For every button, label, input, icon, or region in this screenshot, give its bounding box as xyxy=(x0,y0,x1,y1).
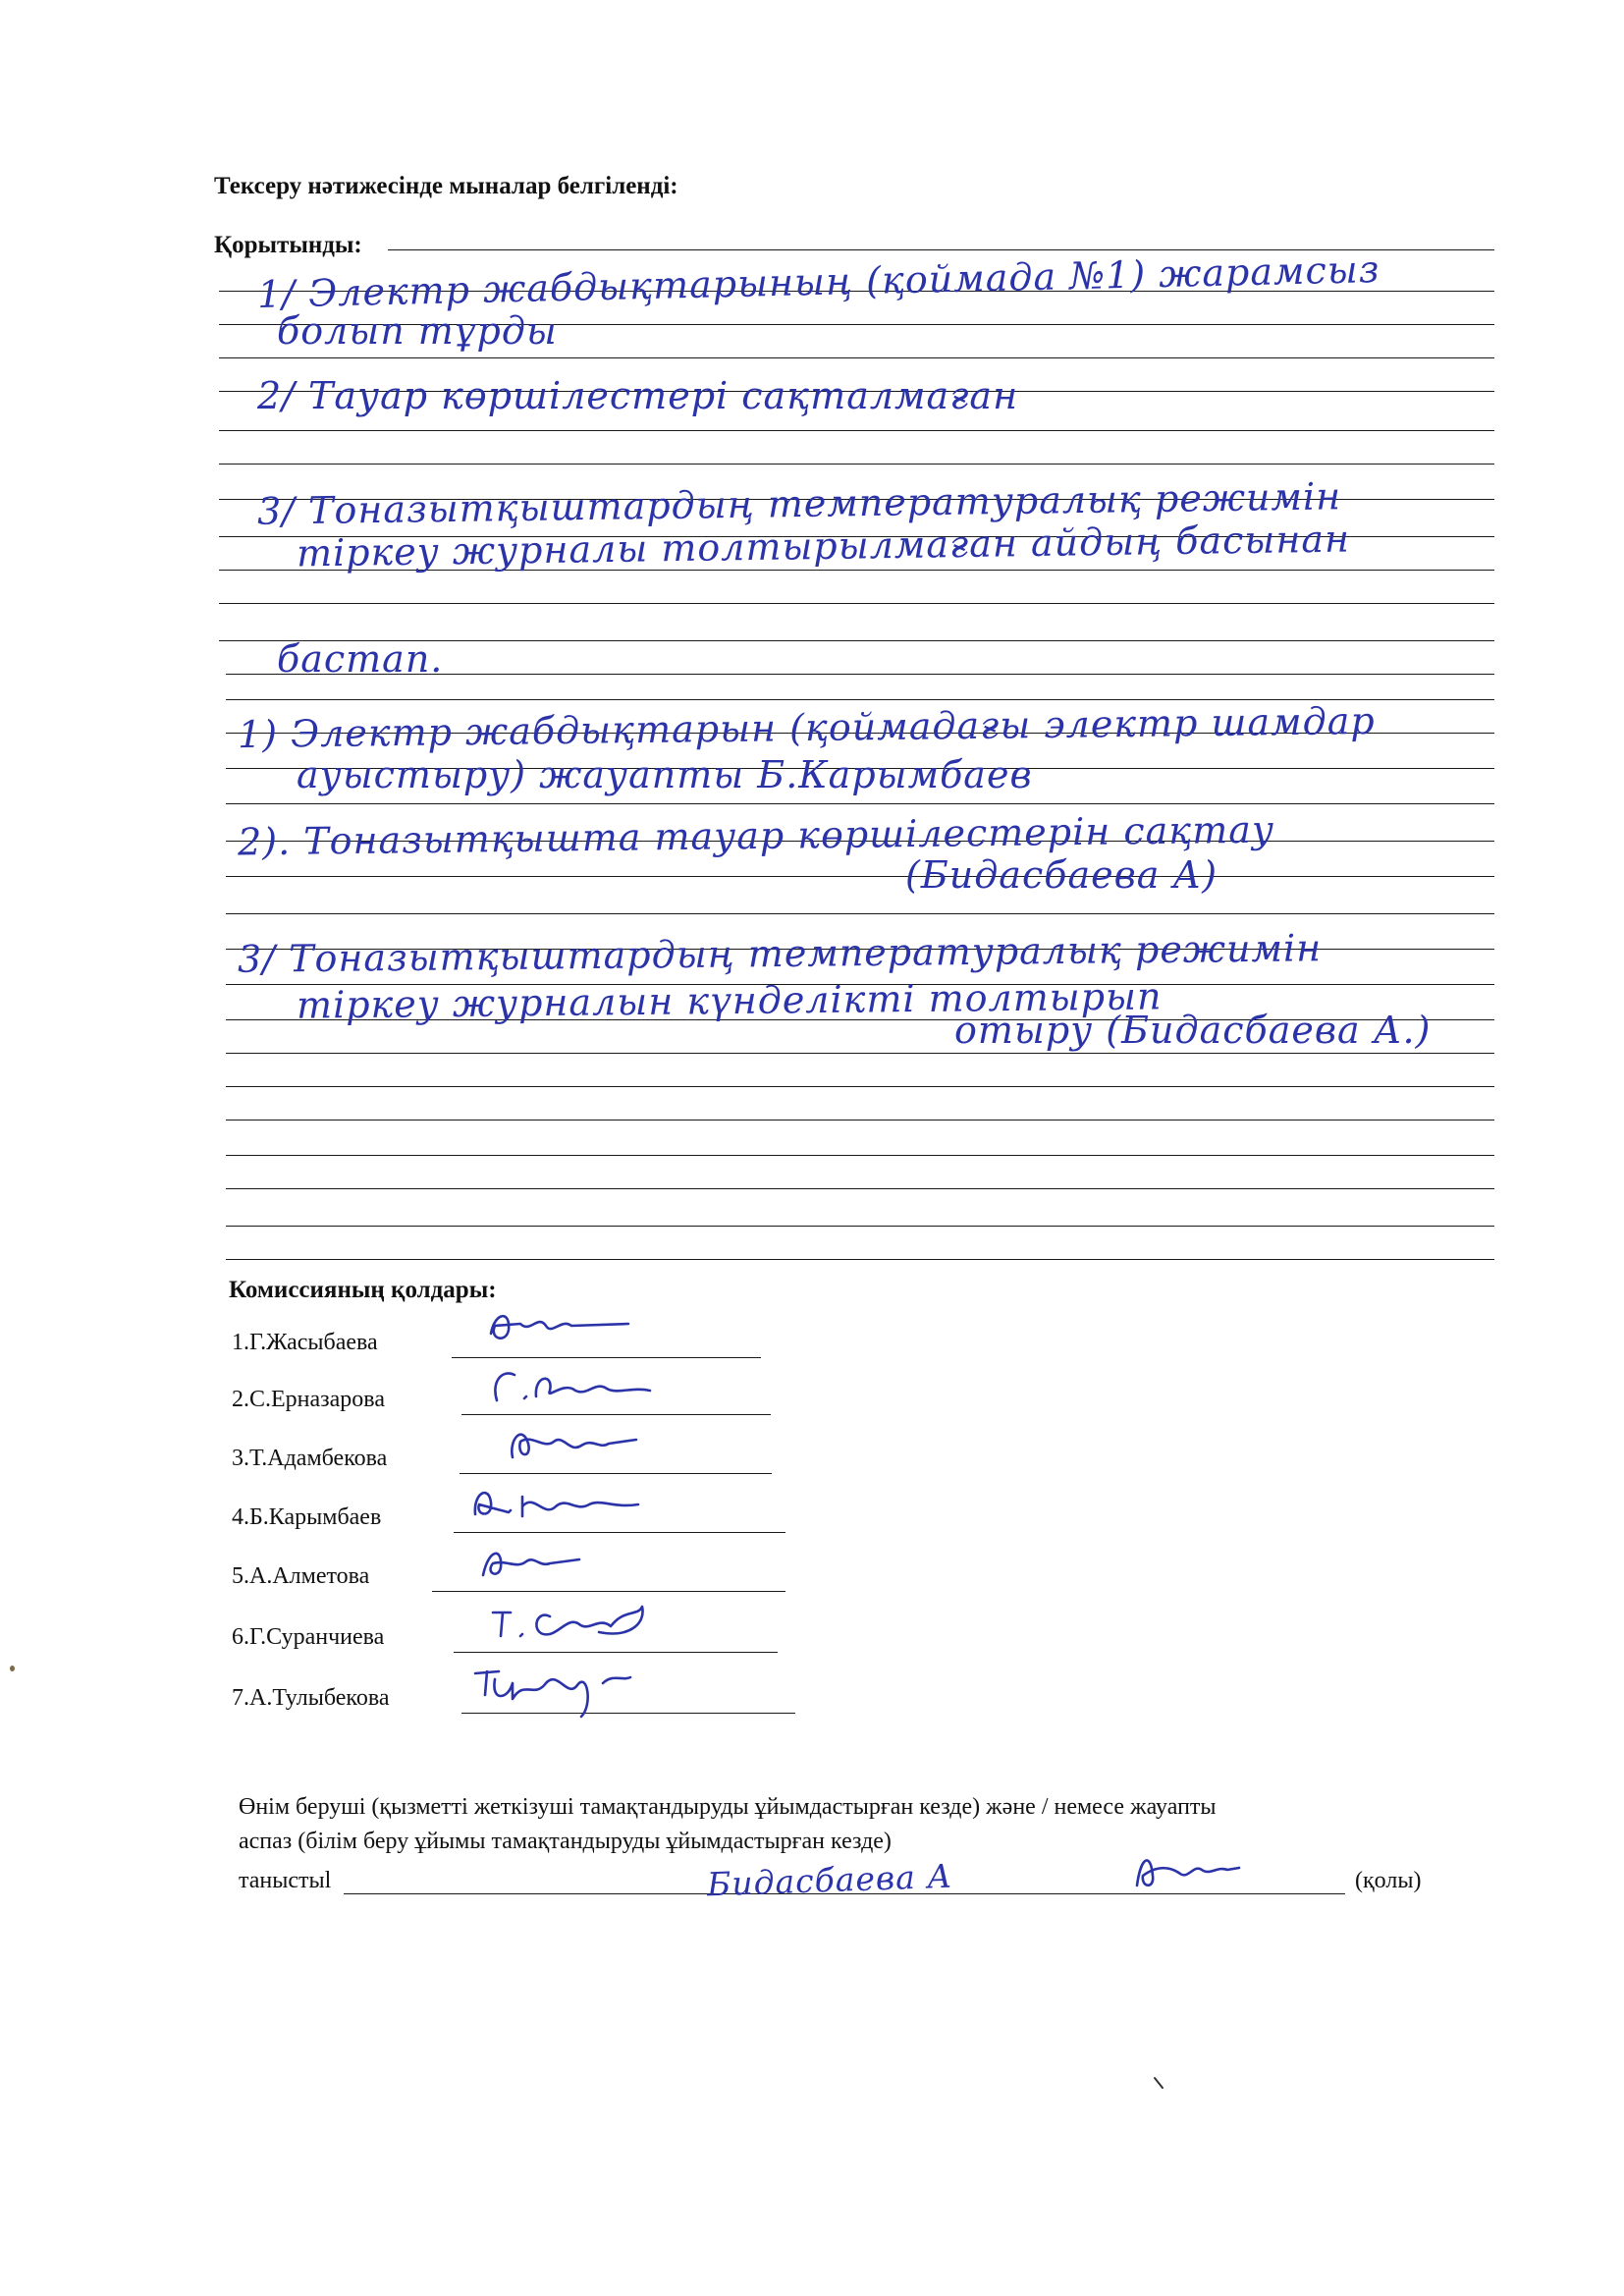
ruled-line xyxy=(219,464,1494,465)
footer-text-line-2: аспаз (білім беру ұйымы тамақтандыруды ұйымдастырған кезде) xyxy=(239,1829,892,1854)
ruled-line xyxy=(219,430,1494,431)
signature-almetova-icon xyxy=(471,1538,658,1607)
finding-line-1: 1/ Электр жабдықтарының (қоймада №1) жарамсыз xyxy=(256,247,1380,316)
signature-label: (қолы) xyxy=(1355,1868,1422,1893)
finding-line-4: 3/ Тоназытқыштардың температуралық режимін xyxy=(256,474,1342,533)
ruled-line xyxy=(226,1053,1494,1054)
member-name-1: 1.Г.Жасыбаева xyxy=(232,1330,378,1355)
member-name-6: 6.Г.Суранчиева xyxy=(232,1624,385,1650)
member-name-3: 3.Т.Адамбекова xyxy=(232,1446,388,1471)
signature-suranchiyeva-icon xyxy=(481,1599,668,1667)
acquainted-name: Бидасбаева А xyxy=(706,1856,953,1904)
finding-line-13: отыру (Бидасбаева А.) xyxy=(954,1009,1432,1052)
ruled-line xyxy=(226,913,1494,914)
finding-line-5: тіркеу журналы толтырылмаған айдың басынан xyxy=(296,517,1351,575)
findings-heading: Тексеру нәтижесінде мыналар белгіленді: xyxy=(214,173,678,199)
finding-line-2: болып тұрды xyxy=(277,309,558,353)
ruled-line xyxy=(219,603,1494,604)
ruled-line xyxy=(226,1259,1494,1260)
finding-line-12: тіркеу журналын күнделікті толтырып xyxy=(296,974,1163,1027)
finding-line-3: 2/ Тауар көршілестері сақталмаған xyxy=(257,374,1019,417)
ruled-line xyxy=(226,1188,1494,1189)
member-name-7: 7.А.Тулыбекова xyxy=(232,1685,390,1711)
ruled-line xyxy=(226,1120,1494,1121)
acquainted-label: таныстыl xyxy=(239,1868,332,1893)
acquainted-signature-icon xyxy=(1129,1846,1247,1895)
ruled-line xyxy=(226,803,1494,804)
member-name-5: 5.А.Алметова xyxy=(232,1563,370,1589)
ruled-line xyxy=(226,1155,1494,1156)
finding-line-11: 3/ Тоназытқыштардың температуралық режимін xyxy=(237,926,1323,981)
commission-heading: Комиссияның қолдары: xyxy=(229,1277,497,1303)
stray-speck xyxy=(10,1666,15,1671)
finding-line-6: бастап. xyxy=(277,637,444,681)
ruled-line xyxy=(226,1226,1494,1227)
finding-line-8: ауыстыру) жауапты Б.Карымбаев xyxy=(297,753,1033,796)
conclusion-label: Қорытынды: xyxy=(214,232,362,258)
signature-tulybekova-icon xyxy=(465,1660,652,1728)
finding-line-9: 2). Тоназытқышта тауар көршілестерін сақтау xyxy=(237,807,1275,864)
stray-pen-mark-icon xyxy=(1151,2074,1170,2094)
finding-line-7: 1) Электр жабдықтарын (қоймадағы электр шамдар xyxy=(237,698,1376,757)
ruled-line xyxy=(226,1086,1494,1087)
member-name-2: 2.С.Ерназарова xyxy=(232,1387,385,1412)
ruled-line xyxy=(226,876,1494,877)
footer-text-line-1: Өнім беруші (қызметті жеткізуші тамақтандыруды ұйымдастырған кезде) және / немесе жауапты xyxy=(239,1794,1217,1820)
member-name-4: 4.Б.Карымбаев xyxy=(232,1504,382,1530)
ruled-line xyxy=(219,357,1494,358)
finding-line-10: (Бидасбаева А) xyxy=(905,853,1218,897)
